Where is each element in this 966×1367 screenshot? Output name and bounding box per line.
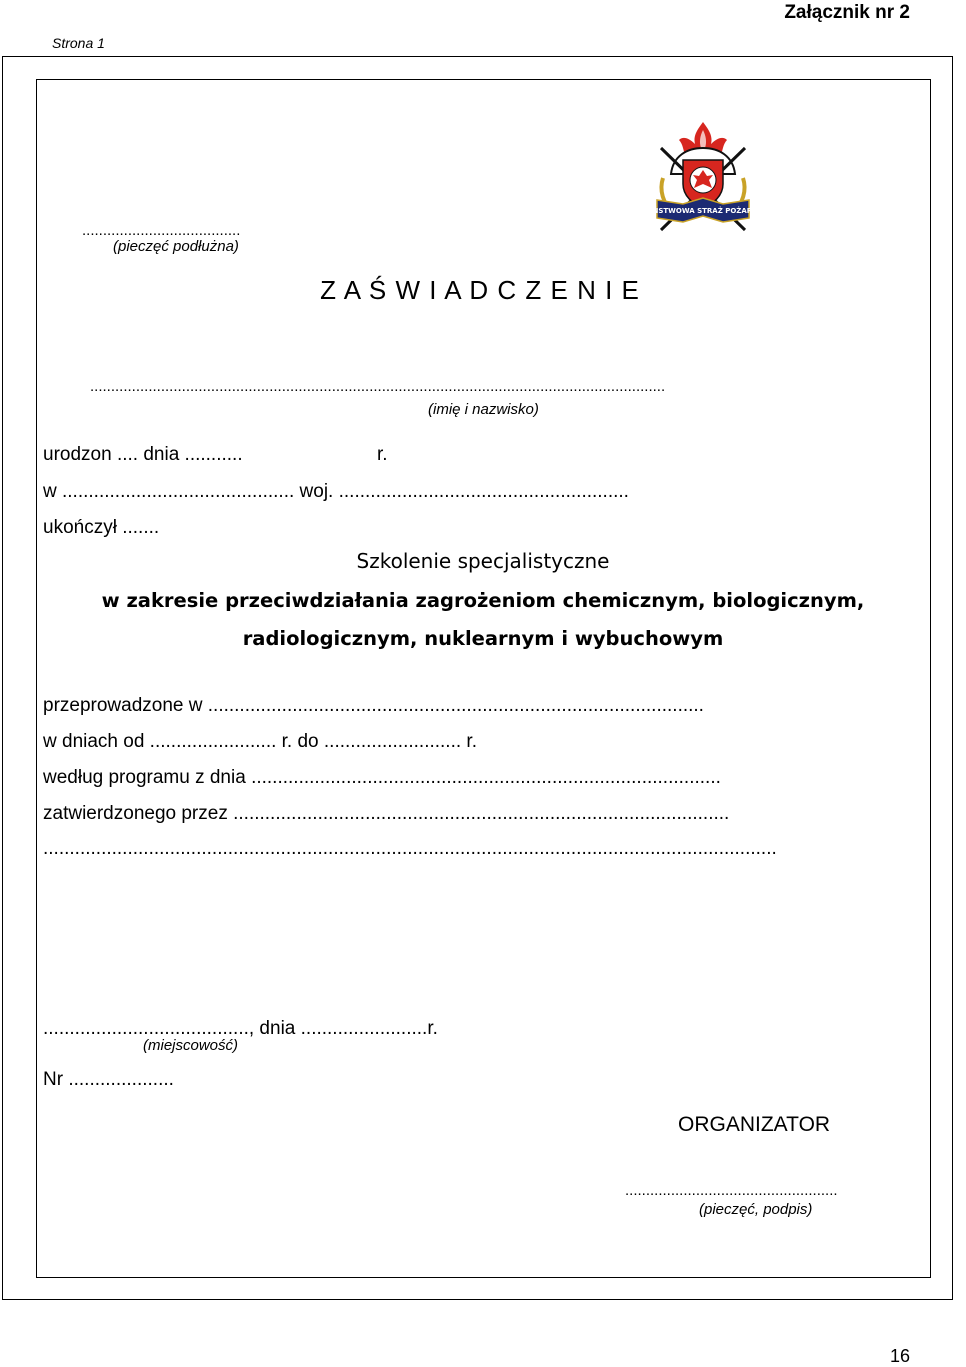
name-field-dots: .......................................................................................................................................... (90, 378, 666, 395)
completed-line: ukończył ....... (43, 517, 160, 538)
place-caption: (miejscowość) (143, 1037, 239, 1054)
extra-line: ........................................................................................................................................... (43, 838, 777, 859)
course-scope-line1: w zakresie przeciwdziałania zagrożeniom chemicznym, biologicznym, (101, 589, 865, 612)
stamp-dots: ...................................... (82, 222, 241, 239)
place-line: w ............................................ woj. ....................................................... (43, 481, 629, 502)
program-line: według programu z dnia ......................................................................................... (43, 767, 721, 788)
conducted-line: przeprowadzone w .............................................................................................. (43, 695, 704, 716)
name-caption: (imię i nazwisko) (428, 401, 539, 418)
page-label: Strona 1 (52, 35, 105, 51)
signature-dots: ................................................... (625, 1182, 838, 1199)
attachment-label: Załącznik nr 2 (784, 2, 910, 23)
organizer-label: ORGANIZATOR (678, 1113, 831, 1136)
place-date-line: ......................................., dnia ........................r. (43, 1018, 438, 1039)
stamp-caption: (pieczęć podłużna) (113, 238, 239, 255)
fire-service-emblem-icon (642, 118, 764, 236)
birth-line: urodzon .... dnia ........... (43, 444, 243, 465)
certificate-frame (36, 79, 931, 1278)
signature-caption: (pieczęć, podpis) (699, 1201, 813, 1218)
document-title: Z A Ś W I A D C Z E N I E (320, 275, 640, 305)
course-title: Szkolenie specjalistyczne (356, 549, 610, 573)
emblem-ribbon-text: PAŃSTWOWA STRAŻ POŻARNA (642, 207, 764, 215)
course-scope-line2: radiologicznym, nuklearnym i wybuchowym (242, 627, 724, 650)
number-line: Nr .................... (43, 1069, 174, 1090)
approved-line: zatwierdzonego przez .............................................................................................. (43, 803, 730, 824)
birth-year-suffix: r. (377, 444, 388, 465)
page-number: 16 (889, 1346, 910, 1366)
dates-line: w dniach od ........................ r. do .......................... r. (43, 731, 477, 752)
